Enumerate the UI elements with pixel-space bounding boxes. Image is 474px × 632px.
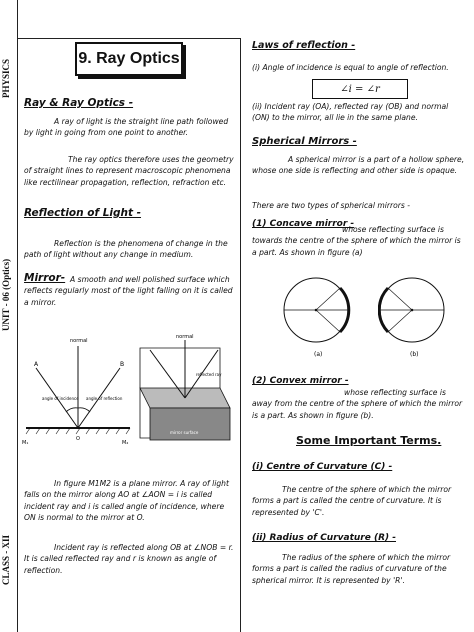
angle-reflection-label: angle of reflection [86, 396, 123, 401]
top-rule [18, 38, 240, 39]
law-2: (ii) Incident ray (OA), reflected ray (OB) and normal (ON) to the mirror, all lie in the same plane. [252, 102, 449, 123]
figure-paragraph: In figure M1M2 is a plane mirror. A ray of light falls on the mirror along AO at ∠AON = i is called incident ray and i is called angle of incidence, where ON is normal to the mirror at O. [24, 479, 229, 522]
concave-mirror-figure [282, 268, 354, 358]
fig-a-label: (a) [314, 351, 323, 358]
law-formula: ∠i = ∠r [312, 79, 408, 99]
law-1: (i) Angle of incidence is equal to angle of reflection. [252, 63, 449, 72]
reflection-heading: Reflection of Light - [24, 207, 142, 219]
fig-b-label: (b) [410, 351, 419, 358]
centre-curvature-paragraph: The centre of the sphere of which the mirror forms a part is called the centre of curvature. It is represented by 'C'. [252, 485, 452, 517]
point-b-label: B [120, 361, 125, 368]
subject-label: PHYSICS [1, 58, 11, 98]
mirror-surface-label: mirror surface [170, 430, 199, 435]
convex-mirror-figure [378, 268, 450, 358]
m1-label: M₁ [22, 440, 29, 446]
ray-heading: Ray & Ray Optics - [24, 97, 134, 109]
reflection-paragraph: Reflection is the phenomena of change in the path of light without any change in medium. [24, 239, 228, 260]
radius-curvature-paragraph: The radius of the sphere of which the mirror forms a part is called the radius of curvature of the spherical mirror. It is represented by 'R'. [252, 553, 451, 585]
radius-curvature-heading: (ii) Radius of Curvature (R) - [252, 533, 396, 543]
concave-paragraph: whose reflecting surface is towards the centre of the sphere of which the mirror is a part. As shown in figure (a) [252, 225, 461, 257]
centre-curvature-heading: (i) Centre of Curvature (C) - [252, 462, 393, 472]
point-o-label: O [76, 436, 80, 442]
m2-label: M₂ [122, 440, 129, 446]
class-label: CLASS - XII [1, 535, 11, 586]
spherical-heading: Spherical Mirrors - [252, 136, 357, 147]
ray-paragraph-1: A ray of light is the straight line path followed by light in going from one point to another. [24, 117, 229, 138]
angle-incidence-label: angle of incidence [42, 396, 79, 401]
reflected-ray-label: reflected ray [196, 372, 222, 377]
unit-label: UNIT - 06 (Optics) [1, 258, 11, 332]
plane-mirror-figure [22, 328, 132, 450]
convex-heading: (2) Convex mirror - [252, 376, 349, 386]
mirror-paragraph: A smooth and well polished surface which reflects regularly most of the light falling on it is called a mirror. [24, 275, 233, 307]
point-a-label: A [34, 361, 39, 368]
fig-normal-label: normal [70, 338, 88, 344]
concave-heading: (1) Concave mirror - [252, 219, 355, 229]
types-paragraph: There are two types of spherical mirrors - [252, 201, 410, 210]
mirror-surface-figure [130, 328, 234, 450]
column-divider [240, 38, 241, 632]
incident-paragraph: Incident ray is reflected along OB at ∠NOB = r. It is called reflected ray and r is known as angle of reflection. [24, 543, 234, 575]
laws-heading: Laws of reflection - [252, 40, 356, 51]
ray-paragraph-2: The ray optics therefore uses the geometry of straight lines to represent macroscopic phenomena like rectilinear propagation, reflection, refraction etc. [24, 155, 234, 187]
convex-paragraph: whose reflecting surface is away from the centre of the sphere of which the mirror is a part. As shown in figure (b). [252, 388, 463, 420]
fig2-normal-label: normal [176, 334, 194, 340]
mirror-heading: Mirror- [24, 272, 66, 284]
terms-heading: Some Important Terms. [296, 434, 442, 447]
chapter-title: 9. Ray Optics [75, 42, 183, 76]
spherical-paragraph: A spherical mirror is a part of a hollow sphere, whose one side is reflecting and other side is opaque. [252, 155, 465, 176]
